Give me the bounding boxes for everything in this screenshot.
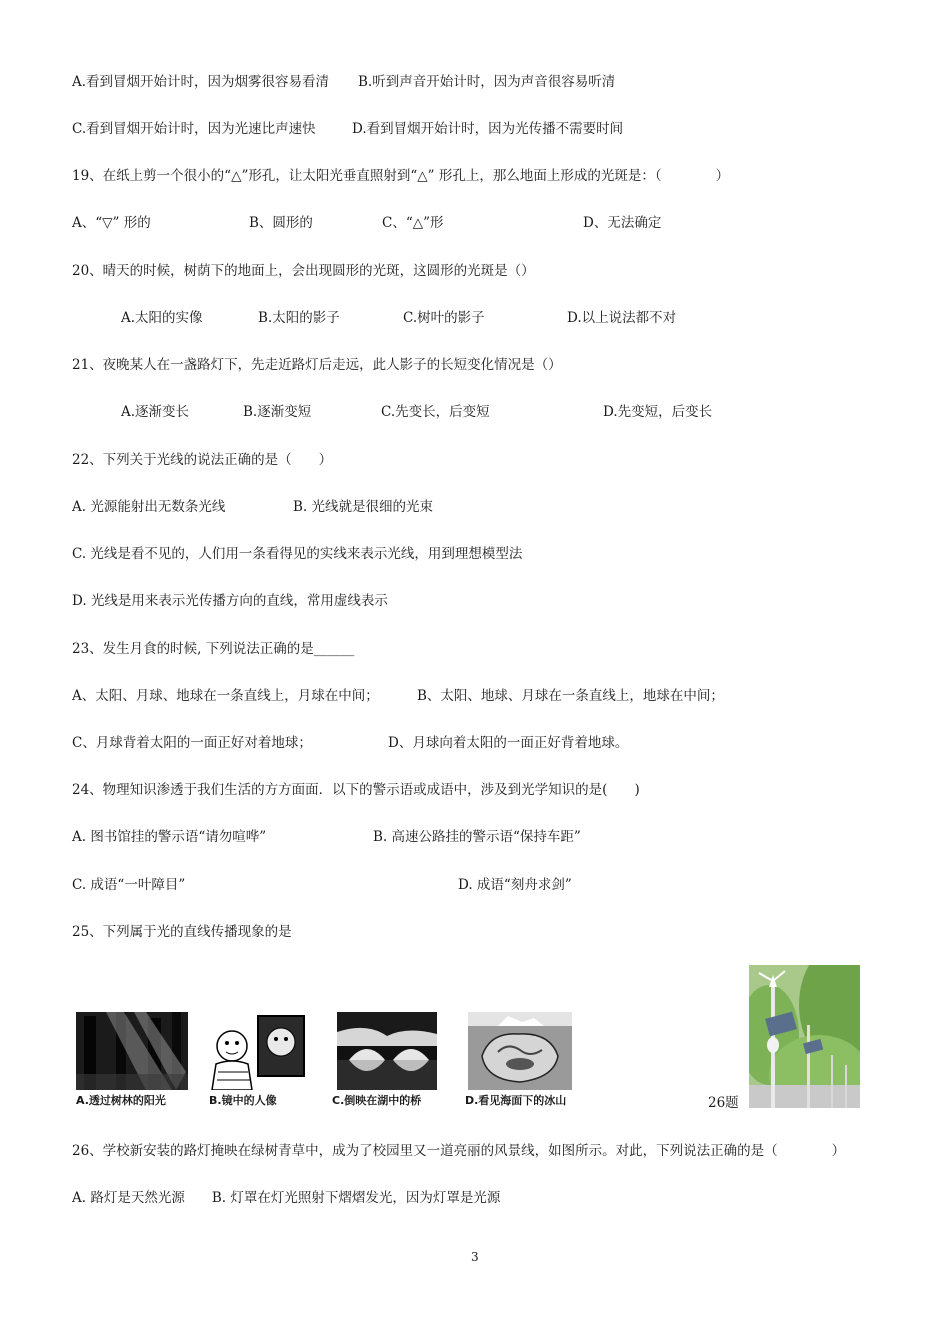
q20-option-c: C.树叶的影子 bbox=[403, 310, 485, 326]
q25-caption-c: C.倒映在湖中的桥 bbox=[332, 1094, 422, 1107]
q19-option-c: C、“△”形 bbox=[382, 215, 444, 231]
q21-option-b: B.逐渐变短 bbox=[243, 404, 312, 420]
q20-option-a: A.太阳的实像 bbox=[121, 310, 203, 326]
q22-option-c: C. 光线是看不见的，人们用一条看得见的实线来表示光线，用到理想模型法 bbox=[72, 546, 523, 562]
page-number: 3 bbox=[471, 1250, 479, 1264]
q18-option-c: C.看到冒烟开始计时，因为光速比声速快 bbox=[72, 121, 316, 137]
q19-option-b: B、圆形的 bbox=[249, 215, 313, 231]
q20-stem: 20、晴天的时候，树荫下的地面上，会出现圆形的光斑，这圆形的光斑是（） bbox=[72, 263, 535, 279]
q22-option-d: D. 光线是用来表示光传播方向的直线，常用虚线表示 bbox=[72, 593, 388, 609]
q18-option-b: B.听到声音开始计时，因为声音很容易听清 bbox=[358, 74, 616, 90]
q21-option-d: D.先变短，后变长 bbox=[603, 404, 713, 420]
q19-stem: 19、在纸上剪一个很小的“△”形孔，让太阳光垂直照射到“△” 形孔上，那么地面上形成的光斑是：（ ） bbox=[72, 168, 730, 184]
q22-option-a: A. 光源能射出无数条光线 bbox=[72, 499, 226, 515]
q25-caption-a: A.透过树林的阳光 bbox=[76, 1094, 166, 1107]
q23-stem: 23、发生月食的时候, 下列说法正确的是______ bbox=[72, 641, 355, 657]
q25-stem: 25、下列属于光的直线传播现象的是 bbox=[72, 924, 292, 940]
q20-option-d: D.以上说法都不对 bbox=[567, 310, 677, 326]
q22-stem: 22、下列关于光线的说法正确的是（ ） bbox=[72, 452, 333, 468]
iceberg-photo bbox=[468, 1012, 572, 1090]
q23-option-b: B、太阳、地球、月球在一条直线上，地球在中间； bbox=[417, 688, 724, 704]
q22-option-b: B. 光线就是很细的光束 bbox=[293, 499, 434, 515]
q19-option-a: A、“▽” 形的 bbox=[72, 215, 151, 231]
q20-option-b: B.太阳的影子 bbox=[258, 310, 340, 326]
forest-sunlight-photo bbox=[76, 1012, 188, 1090]
q18-option-a: A.看到冒烟开始计时，因为烟雾很容易看清 bbox=[72, 74, 330, 90]
q24-option-b: B. 高速公路挂的警示语“保持车距” bbox=[373, 829, 581, 845]
q24-stem: 24、物理知识渗透于我们生活的方方面面．以下的警示语或成语中，涉及到光学知识的是( ) bbox=[72, 782, 640, 798]
q18-option-d: D.看到冒烟开始计时，因为光传播不需要时间 bbox=[352, 121, 624, 137]
bridge-reflection-photo bbox=[337, 1012, 437, 1090]
mirror-person-drawing bbox=[206, 1012, 308, 1090]
q23-option-c: C、月球背着太阳的一面正好对着地球； bbox=[72, 735, 312, 751]
q19-option-d: D、无法确定 bbox=[583, 215, 662, 231]
q26-options-ab: A. 路灯是天然光源 B. 灯罩在灯光照射下熠熠发光，因为灯罩是光源 bbox=[72, 1190, 501, 1206]
q24-option-c: C. 成语“一叶障目” bbox=[72, 877, 186, 893]
q21-option-c: C.先变长，后变短 bbox=[381, 404, 490, 420]
q23-option-a: A、太阳、月球、地球在一条直线上，月球在中间； bbox=[72, 688, 379, 704]
q25-caption-d: D.看见海面下的冰山 bbox=[465, 1094, 567, 1107]
q23-option-d: D、月球向着太阳的一面正好背着地球。 bbox=[388, 735, 629, 751]
q25-caption-b: B.镜中的人像 bbox=[209, 1094, 277, 1107]
q21-stem: 21、夜晚某人在一盏路灯下，先走近路灯后走远，此人影子的长短变化情况是（） bbox=[72, 357, 562, 373]
street-lamp-photo bbox=[749, 965, 860, 1108]
q21-option-a: A.逐渐变长 bbox=[121, 404, 190, 420]
q26-figure-label: 26题 bbox=[708, 1095, 739, 1111]
q24-option-a: A. 图书馆挂的警示语“请勿喧哗” bbox=[72, 829, 267, 845]
q26-stem: 26、学校新安装的路灯掩映在绿树青草中，成为了校园里又一道亮丽的风景线，如图所示。对此，下列说法正确的是（ ） bbox=[72, 1143, 846, 1159]
q24-option-d: D. 成语“刻舟求剑” bbox=[458, 877, 572, 893]
